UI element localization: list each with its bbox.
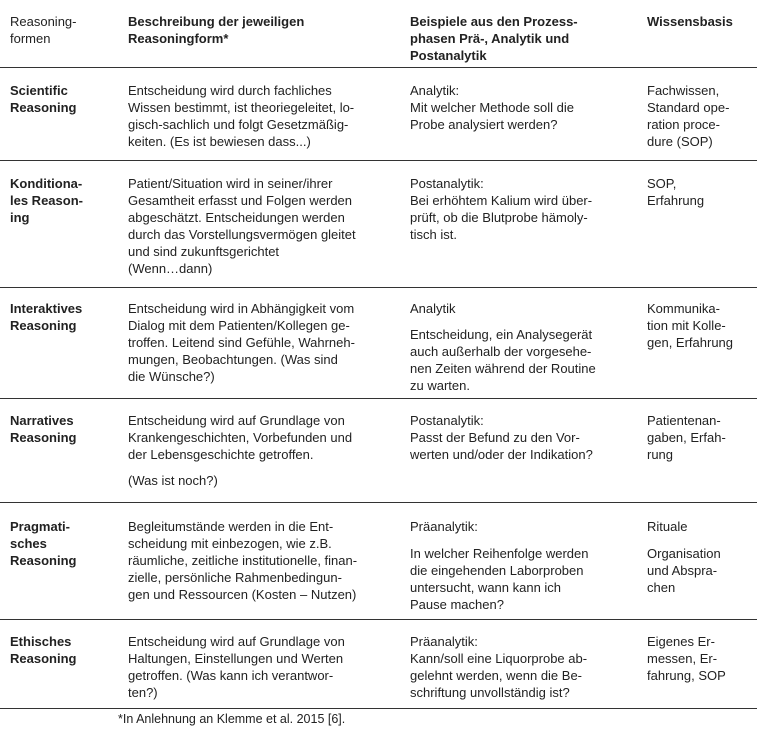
basis-line: Rituale (647, 519, 688, 534)
header-line: Beispiele aus den Prozess- (410, 14, 578, 29)
example-line: prüft, ob die Blutprobe hämoly- (410, 210, 588, 225)
example-cell (410, 175, 630, 243)
basis-cell (647, 412, 752, 463)
form-line: Narratives (10, 413, 74, 428)
form-line: Reasoning (10, 100, 77, 115)
basis-cell (647, 518, 752, 596)
form-line: Reasoning (10, 651, 77, 666)
table-header-row (0, 0, 757, 68)
form-line: Ethisches (10, 634, 72, 649)
form-line: les Reason- (10, 193, 83, 208)
header-wissensbasis (647, 13, 752, 30)
basis-line: rung (647, 447, 674, 462)
desc-line: getroffen. (Was kann ich verantwor- (128, 668, 334, 683)
basis-line: messen, Er- (647, 651, 718, 666)
basis-line: dure (SOP) (647, 134, 713, 149)
spacer (410, 535, 630, 545)
example-cell (410, 633, 630, 701)
example-line: Postanalytik: (410, 413, 484, 428)
desc-line: Wissen bestimmt, ist theoriegeleitet, lo- (128, 100, 355, 115)
desc-line: Haltungen, Einstellungen und Werten (128, 651, 344, 666)
form-cell (10, 412, 115, 446)
example-line: Probe analysiert werden? (410, 117, 558, 132)
description-cell (128, 300, 393, 385)
example-line: Passt der Befund zu den Vor- (410, 430, 580, 445)
example-line: schriftung unvollständig ist? (410, 685, 570, 700)
header-line: Reasoning- (10, 14, 77, 29)
basis-line: SOP, (647, 176, 677, 191)
table-row (0, 503, 757, 620)
spacer (647, 535, 752, 545)
desc-line: gen und Ressourcen (Kosten – Nutzen) (128, 587, 357, 602)
desc-line: Entscheidung wird in Abhängigkeit vom (128, 301, 355, 316)
desc-line: zielle, persönliche Rahmenbedingun- (128, 570, 342, 585)
form-cell (10, 633, 115, 667)
desc-line: keiten. (Es ist bewiesen dass...) (128, 134, 311, 149)
example-line: Mit welcher Methode soll die (410, 100, 575, 115)
basis-line: gaben, Erfah- (647, 430, 726, 445)
description-cell (128, 412, 393, 489)
form-cell (10, 82, 115, 116)
form-line: Reasoning (10, 318, 77, 333)
example-line: die eingehenden Laborproben (410, 563, 584, 578)
desc-line: Gesamtheit erfasst und Folgen werden (128, 193, 353, 208)
example-line: Pause machen? (410, 597, 504, 612)
desc-line: Patient/Situation wird in seiner/ihrer (128, 176, 333, 191)
desc-line: mungen, Beobachtungen. (Was sind (128, 352, 338, 367)
desc-line: troffen. Leitend sind Gefühle, Wahrneh- (128, 335, 355, 350)
example-cell (410, 82, 630, 133)
basis-cell (647, 82, 752, 150)
header-beschreibung (128, 13, 393, 47)
basis-line: Patientenan- (647, 413, 721, 428)
example-line: Postanalytik: (410, 176, 484, 191)
basis-line: Fachwissen, (647, 83, 720, 98)
basis-line: ration proce- (647, 117, 720, 132)
basis-line: fahrung, SOP (647, 668, 726, 683)
form-line: Reasoning (10, 430, 77, 445)
table-row (0, 288, 757, 399)
desc-line: (Was ist noch?) (128, 473, 218, 488)
basis-cell (647, 300, 752, 351)
example-line: zu warten. (410, 378, 470, 393)
desc-line: Begleitumstände werden in die Ent- (128, 519, 334, 534)
desc-line: die Wünsche?) (128, 369, 215, 384)
example-line: untersucht, wann kann ich (410, 580, 562, 595)
header-line: phasen Prä-, Analytik und (410, 31, 570, 46)
example-line: Bei erhöhtem Kalium wird über- (410, 193, 593, 208)
basis-line: Standard ope- (647, 100, 730, 115)
form-line: Reasoning (10, 553, 77, 568)
basis-line: chen (647, 580, 676, 595)
desc-line: Dialog mit dem Patienten/Kollegen ge- (128, 318, 350, 333)
form-cell (10, 175, 115, 226)
basis-line: Eigenes Er- (647, 634, 715, 649)
example-line: auch außerhalb der vorgesehe- (410, 344, 592, 359)
header-beispiele (410, 13, 630, 64)
description-cell (128, 175, 393, 277)
description-cell (128, 518, 393, 603)
header-line: formen (10, 31, 51, 46)
desc-line: Entscheidung wird auf Grundlage von (128, 634, 345, 649)
example-line: In welcher Reihenfolge werden (410, 546, 589, 561)
example-cell (410, 412, 630, 463)
example-line: Entscheidung, ein Analysegerät (410, 327, 593, 342)
example-line: Analytik: (410, 83, 460, 98)
basis-line: Kommunika- (647, 301, 720, 316)
example-line: tisch ist. (410, 227, 457, 242)
desc-line: der Lebensgeschichte getroffen. (128, 447, 314, 462)
example-line: nen Zeiten während der Routine (410, 361, 596, 376)
desc-line: scheidung mit einbezogen, wie z.B. (128, 536, 332, 551)
desc-line: Entscheidung wird auf Grundlage von (128, 413, 345, 428)
form-line: Interaktives (10, 301, 83, 316)
desc-line: gisch-sachlich und folgt Gesetzmäßig- (128, 117, 349, 132)
header-reasoningformen (10, 13, 115, 47)
desc-line: (Wenn…dann) (128, 261, 213, 276)
table-row (0, 399, 757, 503)
example-line: Kann/soll eine Liquorprobe ab- (410, 651, 588, 666)
basis-line: Organisation (647, 546, 721, 561)
description-cell (128, 82, 393, 150)
example-cell (410, 300, 630, 394)
spacer (410, 317, 630, 326)
desc-line: räumliche, zeitliche institutionelle, finan- (128, 553, 358, 568)
table-row (0, 68, 757, 161)
footnote: *In Anlehnung an Klemme et al. 2015 [6]. (118, 712, 346, 726)
desc-line: ten?) (128, 685, 158, 700)
table-row (0, 620, 757, 709)
form-cell (10, 518, 115, 569)
desc-line: durch das Vorstellungsvermögen gleitet (128, 227, 356, 242)
header-line: Beschreibung der jeweiligen (128, 14, 305, 29)
header-line: Wissensbasis (647, 14, 733, 29)
form-line: sches (10, 536, 47, 551)
basis-cell (647, 633, 752, 684)
form-cell (10, 300, 115, 334)
desc-line: und sind zukunftsgerichtet (128, 244, 280, 259)
example-line: Analytik (410, 301, 456, 316)
example-line: Präanalytik: (410, 519, 478, 534)
desc-line: abgeschätzt. Entscheidungen werden (128, 210, 345, 225)
example-line: Präanalytik: (410, 634, 478, 649)
form-line: ing (10, 210, 30, 225)
basis-line: gen, Erfahrung (647, 335, 734, 350)
spacer (128, 463, 393, 472)
example-line: werten und/oder der Indikation? (410, 447, 593, 462)
form-line: Scientific (10, 83, 68, 98)
table-row (0, 161, 757, 288)
example-cell (410, 518, 630, 613)
description-cell (128, 633, 393, 701)
form-line: Konditiona- (10, 176, 83, 191)
form-line: Pragmati- (10, 519, 70, 534)
basis-line: und Abspra- (647, 563, 718, 578)
basis-cell (647, 175, 752, 209)
basis-line: Erfahrung (647, 193, 705, 208)
desc-line: Krankengeschichten, Vorbefunden und (128, 430, 353, 445)
example-line: gelehnt werden, wenn die Be- (410, 668, 583, 683)
desc-line: Entscheidung wird durch fachliches (128, 83, 332, 98)
basis-line: tion mit Kolle- (647, 318, 726, 333)
header-line: Postanalytik (410, 48, 487, 63)
header-line: Reasoningform* (128, 31, 229, 46)
